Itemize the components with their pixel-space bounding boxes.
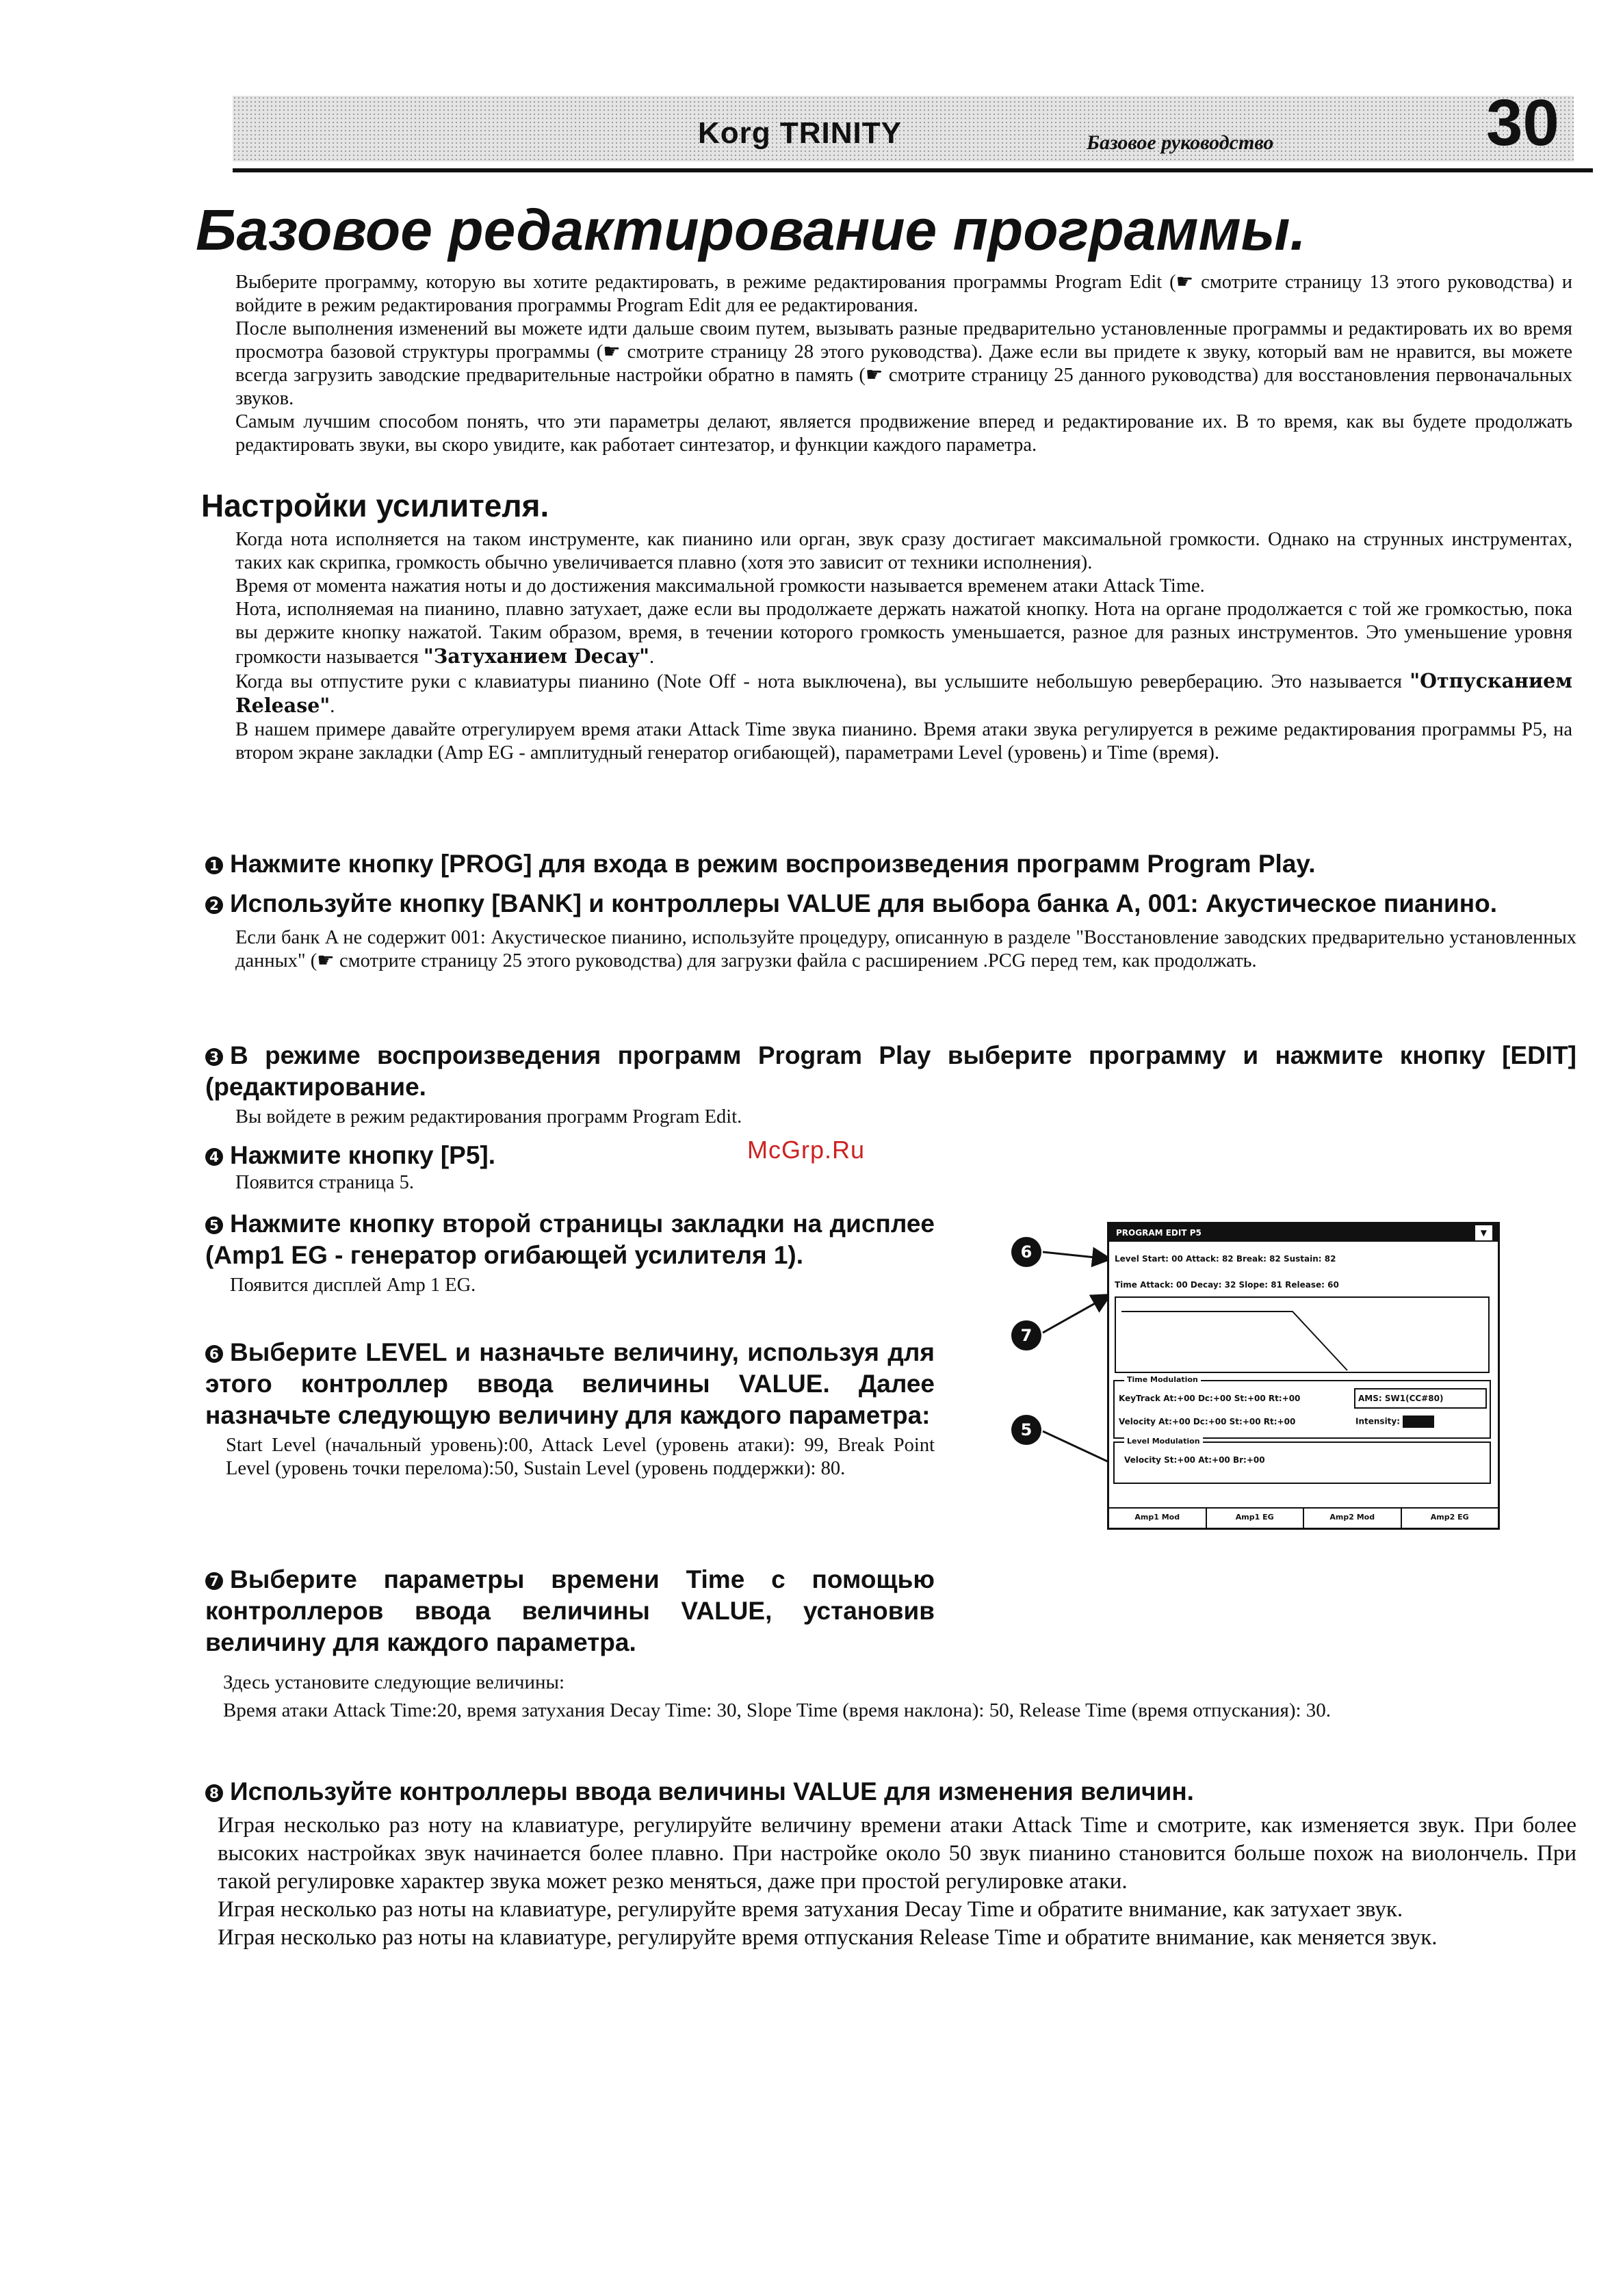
- step-8-body: [218, 1812, 1576, 1952]
- step-8: [205, 1776, 1576, 1808]
- level-modulation-box: Level Modulation Velocity St:+00 At:+00 Br:+00: [1113, 1441, 1491, 1484]
- step-6: [205, 1337, 935, 1480]
- callout-badge: 6: [1011, 1237, 1041, 1267]
- step-title: Нажмите кнопку [PROG] для входа в режим воспроизведения программ Program Play.: [230, 850, 1316, 878]
- step-note: Start Level (начальный уровень):00, Attack Level (уровень атаки): 99, Break Point Level (уровень точки перелома):50, Sustain Level (уровень поддержки): 80.: [226, 1435, 935, 1479]
- level-velocity-row[interactable]: Velocity St:+00 At:+00 Br:+00: [1124, 1455, 1265, 1465]
- step-note: Здесь установите следующие величины:: [223, 1671, 565, 1693]
- step-2: [205, 888, 1576, 973]
- section-paragraph: Время от момента нажатия ноты и до достижения максимальной громкости называется временем атаки Attack Time.: [235, 575, 1205, 597]
- step-number-badge: 1: [205, 857, 223, 874]
- brand-logo: Korg TRINITY: [698, 116, 902, 150]
- step-paragraph: Играя несколько раз ноты на клавиатуре, регулируйте время отпускания Release Time и обратите внимание, как меняется звук.: [218, 1925, 1438, 1950]
- header-rule: [233, 168, 1593, 172]
- ams-select[interactable]: AMS: SW1(CC#80): [1354, 1388, 1487, 1409]
- section-heading: Настройки усилителя.: [201, 488, 549, 523]
- section-paragraph: Когда вы отпустите руки с клавиатуры пианино (Note Off - нота выключена), вы услышите небольшую реверберацию. Это называется "Отпусканием Release".: [235, 669, 1572, 717]
- intro-paragraph: Выберите программу, которую вы хотите редактировать, в режиме редактирования программы Program Edit (☛ смотрите страницу 13 этого руководства) и войдите в режим редактирования программы Program Edit для ее редактирования.: [235, 272, 1572, 316]
- callout-badge: 5: [1011, 1415, 1041, 1445]
- step-title: Нажмите кнопку второй страницы закладки на дисплее (Amp1 EG - генератор огибающей усилителя 1).: [205, 1210, 935, 1269]
- step-note: Время атаки Attack Time:20, время затухания Decay Time: 30, Slope Time (время наклона): 50, Release Time (время отпускания): 30.: [223, 1699, 1332, 1721]
- lcd-time-row[interactable]: Time Attack: 00 Decay: 32 Slope: 81 Release: 60: [1115, 1280, 1339, 1290]
- step-note: Появится дисплей Amp 1 EG.: [230, 1275, 476, 1296]
- step-number-badge: 7: [205, 1572, 223, 1590]
- step-title: Нажмите кнопку [P5].: [230, 1141, 495, 1169]
- callout-badge: 7: [1011, 1320, 1041, 1351]
- step-3: [205, 1040, 1576, 1129]
- keytrack-row[interactable]: KeyTrack At:+00 Dc:+00 St:+00 Rt:+00: [1119, 1394, 1301, 1403]
- envelope-graph: [1115, 1296, 1490, 1373]
- step-note: Вы войдете в режим редактирования программ Program Edit.: [235, 1106, 742, 1127]
- step-number-badge: 6: [205, 1345, 223, 1363]
- intro-paragraph: Самым лучшим способом понять, что эти параметры делают, является продвижение вперед и редактирование их. В то время, как вы будете продолжать редактировать звуки, вы скоро увидите, как работает синтезатор, и функции каждого параметра.: [235, 411, 1572, 456]
- page-number: 30: [1486, 86, 1559, 159]
- step-number-badge: 3: [205, 1048, 223, 1066]
- watermark: McGrp.Ru: [747, 1136, 866, 1164]
- intro-paragraph: После выполнения изменений вы можете идти дальше своим путем, вызывать разные предварительно установленные программы и редактировать их во время просмотра базовой структуры программы (☛ смотрите страницу 28 этого руководства). Даже если вы придете к звуку, который вам не нравится, вы можете всегда загрузить заводские предварительные настройки обратно в память (☛ смотрите страницу 25 данного руководства) для восстановления первоначальных звуков.: [235, 318, 1572, 409]
- lcd-tab-bar: [1109, 1507, 1498, 1528]
- step-title: Используйте контроллеры ввода величины VALUE для изменения величин.: [230, 1777, 1194, 1805]
- velocity-row[interactable]: Velocity At:+00 Dc:+00 St:+00 Rt:+00: [1119, 1417, 1296, 1426]
- step-7-body: [223, 1671, 1576, 1723]
- step-title: Выберите параметры времени Time с помощью контроллеров ввода величины VALUE, установив величину для каждого параметра.: [205, 1565, 935, 1656]
- step-4: [205, 1140, 725, 1195]
- tab-amp1-mod[interactable]: Amp1 Mod: [1109, 1509, 1207, 1528]
- step-5: [205, 1208, 935, 1297]
- intensity-field[interactable]: [1403, 1416, 1434, 1428]
- step-number-badge: 4: [205, 1148, 223, 1166]
- tab-amp2-mod[interactable]: Amp2 Mod: [1304, 1509, 1402, 1528]
- section-paragraph: Нота, исполняемая на пианино, плавно затухает, даже если вы продолжаете держать нажатой кнопку. Нота на органе продолжается с той же громкостью, пока вы держите кнопку нажатой. Таким образом, время, в течении которого громкость уменьшается, разное для разных инструментов. Это уменьшение уровня громкости называется "Затуханием Decay".: [235, 599, 1572, 668]
- step-note: Если банк A не содержит 001: Акустическое пианино, используйте процедуру, описанную в разделе "Восстановление заводских предварительно установленных данных" (☛ смотрите страницу 25 этого руководства) для загрузки файла с расширением .PCG перед тем, как продолжать.: [235, 927, 1576, 971]
- step-number-badge: 5: [205, 1216, 223, 1234]
- header-band: [233, 96, 1574, 161]
- step-note: Появится страница 5.: [235, 1172, 415, 1193]
- section-body: [235, 528, 1572, 765]
- tab-amp2-eg[interactable]: Amp2 EG: [1430, 1513, 1469, 1522]
- step-title: В режиме воспроизведения программ Program Play выберите программу и нажмите кнопку [EDIT] (редактирование.: [205, 1041, 1576, 1101]
- page-title: Базовое редактирование программы.: [196, 198, 1306, 262]
- tab-amp1-eg[interactable]: Amp1 EG: [1207, 1509, 1305, 1528]
- intensity-label: Intensity:: [1355, 1416, 1401, 1426]
- section-paragraph: Когда нота исполняется на таком инструменте, как пианино или орган, звук сразу достигает максимальной громкости. Однако на струнных инструментах, таких как скрипка, громкость обычно увеличивается плавно (хотя это зависит от техники исполнения).: [235, 529, 1572, 573]
- step-number-badge: 8: [205, 1784, 223, 1802]
- step-paragraph: Играя несколько раз ноту на клавиатуре, регулируйте величину времени атаки Attack Time и смотрите, как изменяется звук. При более высоких настройках звук начинается более плавно. При настройке около 50 звук пианино становится больше похож на виолончель. При такой регулировке характер звука может резко меняться, даже при простой регулировке атаки.: [218, 1813, 1576, 1894]
- header-section-title: Базовое руководство: [1087, 131, 1274, 154]
- intro-block: [235, 271, 1572, 457]
- step-7: [205, 1564, 935, 1658]
- time-modulation-box: Time Modulation KeyTrack At:+00 Dc:+00 St:+00 Rt:+00 Velocity At:+00 Dc:+00 St:+00 Rt:+00 AMS: SW1(CC#80) Intensity:: [1113, 1380, 1491, 1439]
- section-paragraph: В нашем примере давайте отрегулируем время атаки Attack Time звука пианино. Время атаки звука регулируется в режиме редактирования программы P5, на втором экране закладки (Amp EG - амплитудный генератор огибающей), параметрами Level (уровень) и Time (время).: [235, 719, 1572, 764]
- step-paragraph: Играя несколько раз ноты на клавиатуре, регулируйте время затухания Decay Time и обратите внимание, как затухает звук.: [218, 1897, 1403, 1922]
- step-title: Используйте кнопку [BANK] и контроллеры VALUE для выбора банка A, 001: Акустическое пианино.: [230, 889, 1497, 917]
- lcd-level-row[interactable]: Level Start: 00 Attack: 82 Break: 82 Sustain: 82: [1115, 1254, 1336, 1264]
- lcd-title-bar: PROGRAM EDIT P5 ▼: [1109, 1224, 1498, 1242]
- chevron-down-icon[interactable]: ▼: [1475, 1225, 1492, 1240]
- step-1: [205, 848, 1576, 880]
- lcd-screen: [1107, 1222, 1500, 1530]
- step-title: Выберите LEVEL и назначьте величину, используя для этого контроллер ввода величины VALUE. Далее назначьте следующую величину для каждого параметра:: [205, 1338, 935, 1429]
- step-number-badge: 2: [205, 896, 223, 914]
